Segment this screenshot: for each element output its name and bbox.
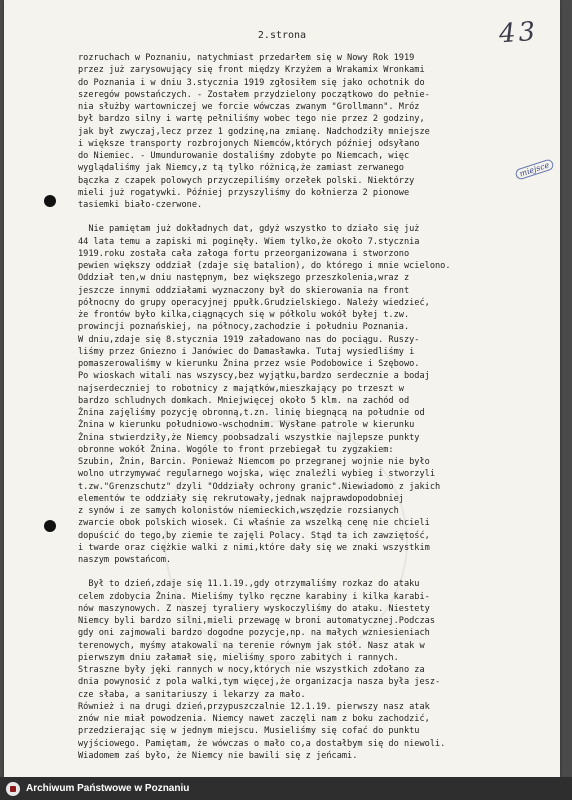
text-line: 44 lata temu a zapiski mi poginęły. Wiem tylko,że około 7.stycznia [78,236,420,247]
text-line: wyglądaliśmy jak Niemcy,z tą tylko różnicą,że zamiast zerwanego [78,163,404,174]
text-line: prowincji poznańskiej, na północy,zachodzie i południu Poznania. [78,322,410,333]
handwritten-margin-note: miejsce [515,158,555,180]
text-line: i twarde oraz ciężkie walki z nimi,które dały się we znaki wszystkim [78,542,430,553]
archive-logo-icon [6,782,20,796]
text-line: Żnina zajęliśmy pozycję obronną,t.zn. linię biegnącą na południe od [78,408,425,418]
text-line: nów maszynowych. Z naszej tyraliery wyskoczyliśmy do ataku. Niestety [78,603,430,614]
text-line: z synów i ze samych kolonistów niemieckich,wszędzie rozsianych [78,506,399,516]
text-line: do Niemiec. - Umundurowanie dostaliśmy zdobyte po Niemcach, więc [78,151,410,161]
text-line: Żnina stwierdziły,że Niemcy poobsadzali wszystkie najlepsze punkty [78,432,420,443]
text-line: Straszne były jęki rannych w nocy,których nie wszystkich zdołano za [78,665,425,675]
text-line: Żnina w kierunku południowo-wschodnim. Wysłane patrole w kierunku [78,420,415,431]
text-line: szeregów powstańczych. - Zostałem przydzielony początkowo do pełnie- [78,89,430,100]
archive-name: Archiwum Państwowe w Poznaniu [26,783,190,794]
text-line: pomaszerowaliśmy w kierunku Żnina przez wsie Podobowice i Szębowo. [78,359,420,369]
text-line: liśmy przez Gniezno i Janówiec do Damasławka. Tutaj wysiedliśmy i [78,346,415,357]
text-line: Niemcy byli bardzo silni,mieli przewagę w broni automatycznej.Podczas [78,616,435,626]
text-line: celem zdobycia Żnina. Mieliśmy tylko ręczne karabiny i kilka karabi- [78,591,430,602]
text-line: naszym powstańcom. [78,555,172,565]
text-line: Był to dzień,zdaje się 11.1.19.,gdy otrzymaliśmy rozkaz do ataku [78,579,420,590]
text-line: cze słaba, a sanitariuszy i lekarzy za mało. [78,689,306,700]
text-line: jeszcze innymi oddziałami wyznaczony był do skierowania na front [78,285,410,296]
text-line: północny do grupy operacyjnej ppułk.Grudzielskiego. Należy wiedzieć, [78,297,430,308]
handwritten-page-number: 43 [497,16,539,50]
text-line: W dniu,zdaje się 8.stycznia 1919 załadowano nas do pociągu. Ruszy- [78,334,420,345]
text-line: dopuścić do tego,by ziemie te zajęli Polacy. Stąd ta ich zawziętość, [78,530,430,541]
text-line: Wiadomem zaś było, że Niemcy nie bawili się z jeńcami. [78,750,358,761]
text-line: rozruchach w Poznaniu, natychmiast przedarłem się w Nowy Rok 1919 [78,53,415,63]
archive-footer [0,777,572,800]
paragraph [78,52,548,211]
punch-hole [44,520,56,532]
text-line: jak był zwyczaj,lecz przez 1 godzinę,na zmianę. Nadchodziły mniejsze [78,126,430,137]
text-line: przedzierając się w jednym miejscu. Musieliśmy się cofać do punktu [78,726,420,737]
text-line: najserdeczniej to robotnicy z majątków,mieszkający po trzeszt w [78,383,404,394]
text-line: nia służby wartowniczej we forcie wówczas zwanym "Grollmann". Mróz [78,102,420,112]
text-line: pewien większy oddział (zdaje się batalion), do którego i mnie wcielono. [78,261,451,271]
text-line: Po wioskach witali nas wszyscy,bez wyjątku,bardzo serdecznie a bodaj [78,371,430,382]
text-line: do Poznania i w dniu 3.stycznia 1919 zgłosiłem się jako ochotnik do [78,77,425,88]
text-line: Również i na drugi dzień,przypuszczalnie 12.1.19. pierwszy nasz atak [78,701,430,712]
text-line: pierwszym dniu załamał się, mieliśmy sporo zabitych i rannych. [78,652,399,663]
text-line: przez już zarysowujący się front między Krzyżem a Wrakamix Wronkami [78,65,425,76]
text-line: t.zw."Grenzschutz" dzyli "Oddziały ochrony granic".Niewiadomo z jakich [78,481,441,492]
page-header: 2.strona [257,30,307,41]
paragraph [78,223,548,566]
text-line: tasiemki biało-czerwone. [78,200,203,210]
text-line: znów nie miał powodzenia. Niemcy nawet zaczęli nam z boku zachodzić, [78,714,430,724]
text-line: wolno utrzymywać regularnego wojska, więc znaleźli wybieg i stworzyli [78,469,435,480]
typed-body-text [78,52,548,762]
paragraph [78,578,548,762]
text-line: i większe transporty rozbrojonych Niemców,których później odsyłano [78,138,420,149]
text-line: Szubin, Żnin, Barcin. Ponieważ Niemcom po przegranej wojnie nie było [78,457,430,467]
text-line: 1919.roku została cała załoga fortu przeorganizowana i stworzono [78,248,410,259]
text-line: Oddział ten,w dniu następnym, bez większego przeszkolenia,wraz z [78,273,410,284]
paragraph-gap [78,566,548,578]
text-line: mieli już rogatywki. Później przyszyliśmy do kołnierza 2 pionowe [78,187,410,198]
paragraph-gap [78,211,548,223]
text-line: że frontów było kilka,ciągnących się w półkolu wokół byłej t.zw. [78,310,410,320]
text-line: elementów te oddziały się rekrutowały,jednak najprawdopodobniej [78,493,404,504]
document-page [4,0,560,777]
punch-hole [44,195,56,207]
text-line: był bardzo silny i wartę pełniliśmy wobec tego nie przez 2 godziny, [78,114,425,125]
text-line: bączka z czapek polowych przyczepiliśmy orzełek polski. Niektórzy [78,175,415,186]
text-line: obronne wokół Żnina. Wogóle to front przebiegał tu zygzakiem: [78,444,394,455]
text-line: wyjściowego. Pamiętam, że wówczas o mało co,a dostałbym się do niewoli. [78,738,446,749]
text-line: bardzo schludnych domkach. Mniejwięcej około 5 klm. na zachód od [78,395,410,406]
text-line: dnia powynosić z pola walki,tym więcej,że organizacja nasza była jesz- [78,677,441,688]
text-line: terenowych, myśmy atakowali na terenie równym jak stół. Nasz atak w [78,640,425,651]
text-line: zwarcie obok polskich wiosek. Ci właśnie za wszelką cenę nie chcieli [78,518,430,529]
text-line: Nie pamiętam już dokładnych dat, gdyż wszystko to działo się już [78,224,420,235]
text-line: gdy oni zajmowali bardzo dogodne pozycje,np. na małych wzniesieniach [78,628,430,639]
